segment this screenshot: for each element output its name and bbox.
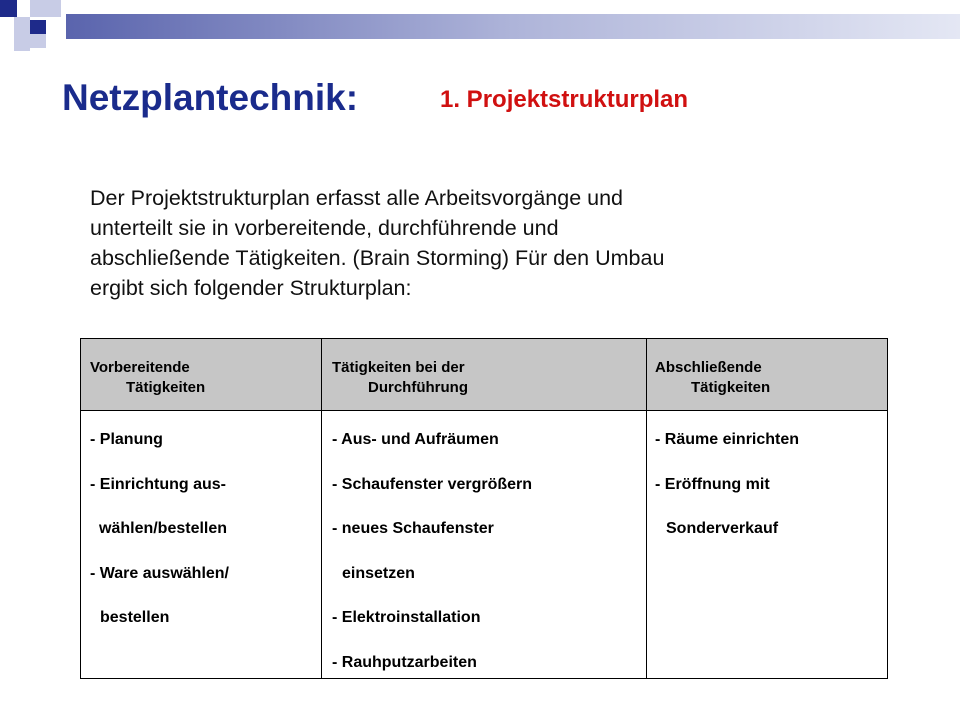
- slide-title: Netzplantechnik:: [62, 77, 359, 118]
- header-line: Tätigkeiten bei der: [332, 359, 465, 376]
- decoration-square: [30, 34, 46, 48]
- column-header-closing: [655, 358, 770, 398]
- header-line: Tätigkeiten: [691, 379, 771, 396]
- list-item: Sonderverkauf: [666, 520, 779, 537]
- list-item: bestellen: [100, 609, 170, 626]
- list-item: wählen/bestellen: [99, 520, 228, 537]
- column-items-preparatory: [90, 429, 229, 652]
- decoration-square: [0, 0, 17, 17]
- header-line: Abschließende: [655, 359, 762, 376]
- decoration-gradient-bar: [66, 14, 960, 39]
- column-header-execution: [332, 358, 468, 398]
- list-item: - Eröffnung mit: [655, 475, 770, 493]
- list-item: einsetzen: [342, 564, 415, 582]
- header-line: Vorbereitende: [90, 359, 190, 376]
- list-item: - neues Schaufenster: [332, 520, 494, 537]
- list-item: - Rauhputzarbeiten: [332, 653, 477, 671]
- decoration-square: [14, 34, 30, 51]
- intro-line: unterteilt sie in vorbereitende, durchführende und: [90, 216, 559, 240]
- column-divider: [646, 339, 647, 678]
- intro-line: abschließende Tätigkeiten. (Brain Storming) Für den Umbau: [90, 246, 665, 270]
- intro-line: ergibt sich folgender Strukturplan:: [90, 276, 412, 300]
- slide-decoration: [0, 0, 960, 60]
- decoration-square: [30, 20, 46, 36]
- decoration-square: [47, 0, 61, 17]
- list-item: - Elektroinstallation: [332, 609, 481, 626]
- decoration-square: [14, 17, 30, 34]
- list-item: - Räume einrichten: [655, 431, 800, 448]
- list-item: - Planung: [90, 431, 163, 448]
- list-item: - Einrichtung aus-: [90, 475, 226, 493]
- column-header-preparatory: [90, 358, 205, 398]
- list-item: - Schaufenster vergrößern: [332, 475, 533, 493]
- slide-subtitle: 1. Projektstrukturplan: [440, 86, 689, 113]
- intro-paragraph: [90, 183, 890, 303]
- header-line: Durchführung: [368, 379, 468, 396]
- header-line: Tätigkeiten: [126, 379, 206, 396]
- structure-plan-table: [80, 338, 888, 679]
- column-divider: [321, 339, 322, 678]
- column-items-closing: [655, 429, 799, 563]
- column-items-execution: [332, 429, 532, 696]
- decoration-square: [30, 0, 47, 17]
- intro-line: Der Projektstrukturplan erfasst alle Arbeitsvorgänge und: [90, 186, 623, 210]
- list-item: - Ware auswählen/: [90, 564, 229, 582]
- list-item: - Aus- und Aufräumen: [332, 431, 499, 448]
